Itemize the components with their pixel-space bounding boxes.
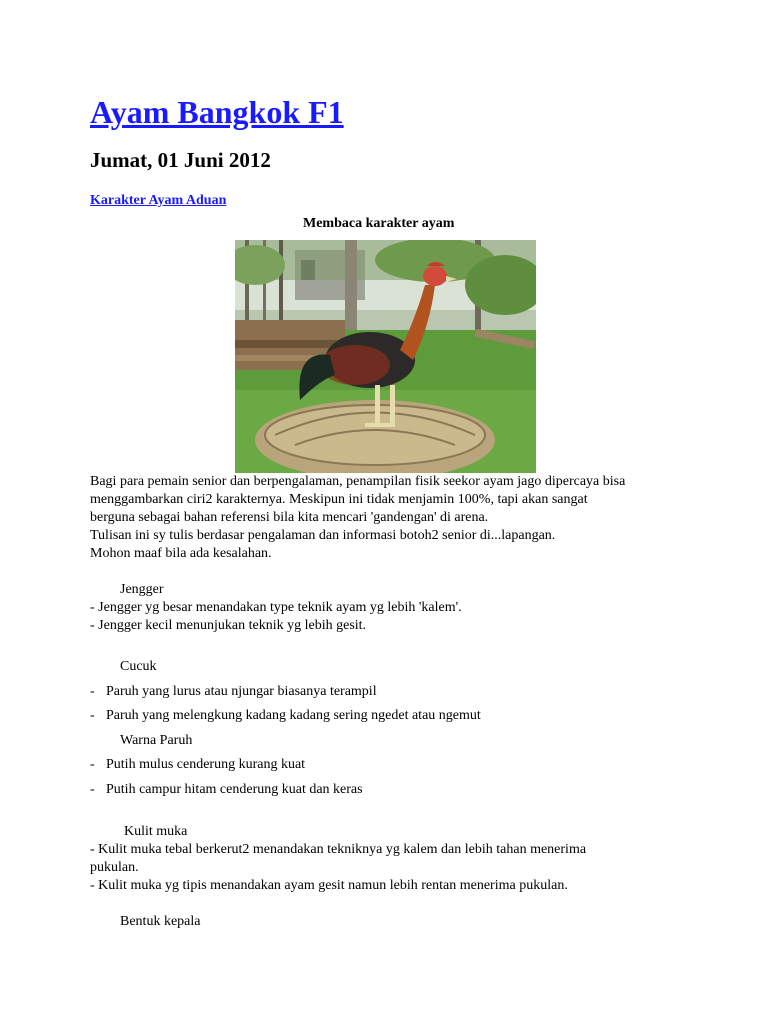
section-line: pukulan. <box>90 860 139 875</box>
photo-caption: Membaca karakter ayam <box>303 216 455 231</box>
list-item: - Paruh yang melengkung kadang kadang sering ngedet atau ngemut <box>90 708 481 723</box>
section-heading-cucuk: Cucuk <box>120 659 157 674</box>
section-line: - Kulit muka tebal berkerut2 menandakan tekniknya yg kalem dan lebih tahan menerima <box>90 842 587 857</box>
section-heading-kulit-muka: Kulit muka <box>124 824 188 839</box>
intro-line: Mohon maaf bila ada kesalahan. <box>90 546 272 561</box>
section-heading-jengger: Jengger <box>120 582 164 597</box>
blog-title-link[interactable]: Ayam Bangkok F1 <box>90 94 344 130</box>
section-line: - Jengger kecil menunjukan teknik yg lebih gesit. <box>90 618 367 633</box>
rooster-photo-image <box>235 240 536 473</box>
intro-line: berguna sebagai bahan referensi bila kita mencari 'gandengan' di arena. <box>90 510 489 525</box>
post-date: Jumat, 01 Juni 2012 <box>90 148 271 172</box>
list-item: - Putih mulus cenderung kurang kuat <box>90 757 306 772</box>
section-line: - Kulit muka yg tipis menandakan ayam gesit namun lebih rentan menerima pukulan. <box>90 878 568 893</box>
intro-line: Tulisan ini sy tulis berdasar pengalaman dan informasi botoh2 senior di...lapangan. <box>90 528 556 543</box>
intro-line: Bagi para pemain senior dan berpengalaman, penampilan fisik seekor ayam jago dipercaya bisa <box>90 474 626 489</box>
list-item: - Paruh yang lurus atau njungar biasanya terampil <box>90 684 377 699</box>
section-heading-bentuk-kepala: Bentuk kepala <box>120 914 201 929</box>
post-title-link[interactable]: Karakter Ayam Aduan <box>90 193 227 208</box>
intro-line: menggambarkan ciri2 karakternya. Meskipun ini tidak menjamin 100%, tapi akan sangat <box>90 492 588 507</box>
list-item: - Putih campur hitam cenderung kuat dan keras <box>90 782 363 797</box>
section-heading-warna-paruh: Warna Paruh <box>120 733 193 748</box>
rooster-photo <box>235 240 536 473</box>
section-line: - Jengger yg besar menandakan type teknik ayam yg lebih 'kalem'. <box>90 600 462 615</box>
